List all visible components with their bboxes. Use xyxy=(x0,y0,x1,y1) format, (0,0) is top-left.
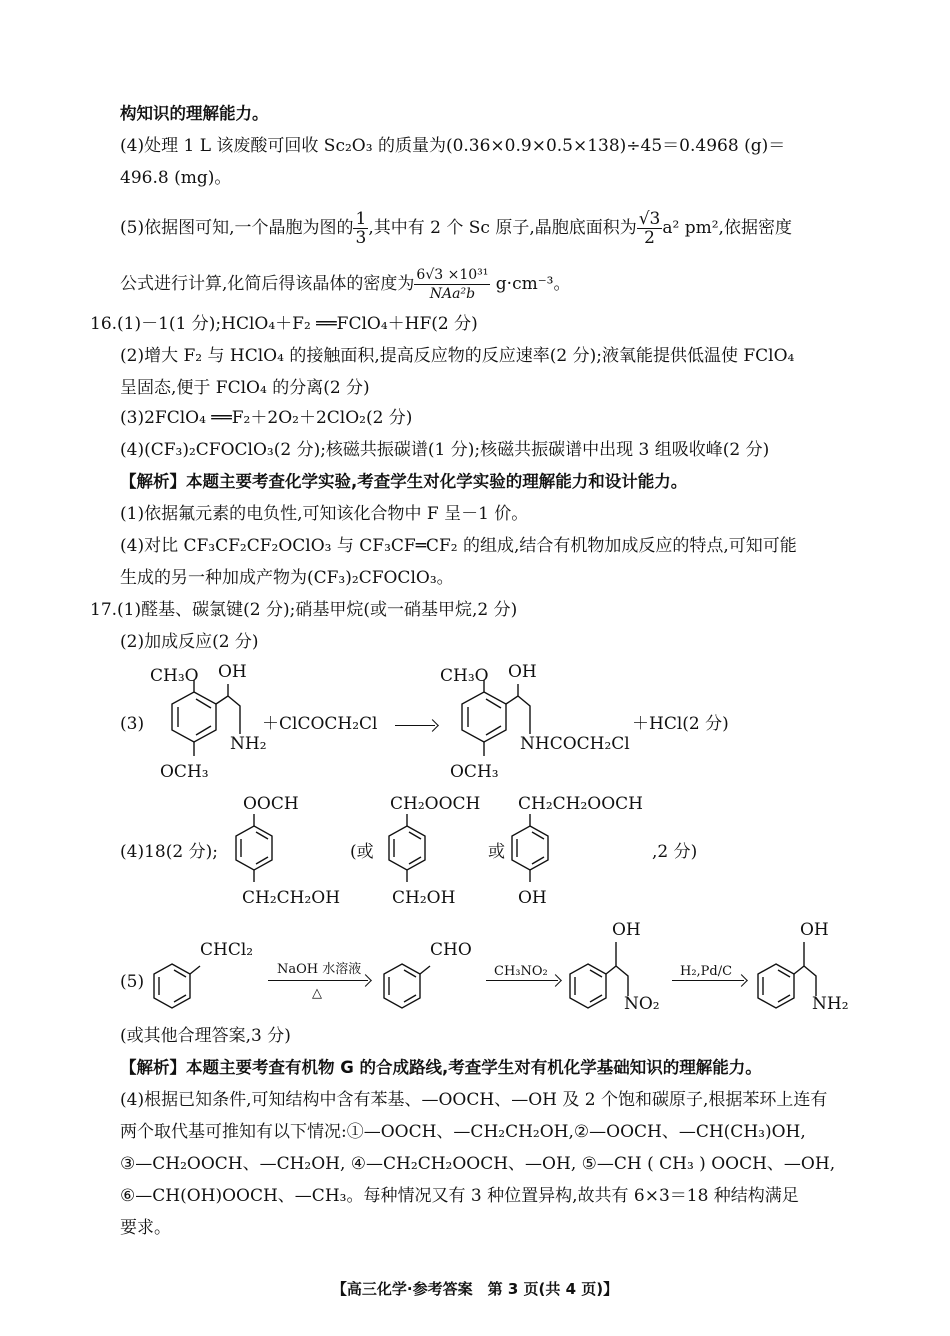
substituent-label: CHO xyxy=(430,940,472,960)
reaction-arrow xyxy=(672,980,744,981)
benzene-ring-icon xyxy=(508,818,568,888)
text-line: (4)对比 CF₃CF₂CF₂OClO₃ 与 CF₃CF═CF₂ 的组成,结合有机物加成反应的特点,可知可能 xyxy=(120,536,797,556)
benzene-ring-icon xyxy=(385,818,445,888)
text-segment: a² pm²,依据密度 xyxy=(662,218,792,238)
substituent-label: CH₂OH xyxy=(392,888,456,908)
reaction-arrow xyxy=(268,980,368,981)
substituent-label: CH₂CH₂OOCH xyxy=(518,794,644,814)
substituent-label: OCH₃ xyxy=(160,762,209,782)
substituent-label: NO₂ xyxy=(624,994,660,1014)
text-line: (2)增大 F₂ 与 HClO₄ 的接触面积,提高反应物的反应速率(2 分);液氧能提供低温使 FClO₄ xyxy=(120,346,795,366)
text-line: ③—CH₂OOCH、—CH₂OH, ④—CH₂CH₂OOCH、—OH, ⑤—CH ( CH₃ ) OOCH、—OH, xyxy=(120,1154,836,1174)
substituent-label: NHCOCH₂Cl xyxy=(520,734,630,754)
benzene-ring-icon xyxy=(168,684,248,774)
text-line: 16.(1)－1(1 分);HClO₄＋F₂ ══FClO₄＋HF(2 分) xyxy=(90,314,478,334)
substituent-label: OH xyxy=(218,662,247,682)
text-line: 两个取代基可推知有以下情况:①—OOCH、—CH₂CH₂OH,②—OOCH、—CH(CH₃)OH, xyxy=(120,1122,806,1142)
substituent-label: OH xyxy=(518,888,547,908)
substituent-label: OOCH xyxy=(243,794,299,814)
benzene-ring-icon xyxy=(380,956,440,1016)
text-line: 要求。 xyxy=(120,1218,171,1238)
text-line: (4)根据已知条件,可知结构中含有苯基、—OOCH、—OH 及 2 个饱和碳原子,根据苯环上连有 xyxy=(120,1090,828,1110)
text-line: 呈固态,便于 FClO₄ 的分离(2 分) xyxy=(120,378,370,398)
score: ,2 分) xyxy=(652,842,698,862)
fraction-density: $\frac{\text{6√3 ×10³¹}}{\text{NAa²b}}$ xyxy=(416,267,489,302)
q5-label: (5) xyxy=(120,972,145,992)
text-line: (1)依据氟元素的电负性,可知该化合物中 F 呈－1 价。 xyxy=(120,504,529,524)
substituent-label: CH₃O xyxy=(150,666,199,686)
substituent-label: OH xyxy=(508,662,537,682)
text-segment: (5)依据图可知,一个晶胞为图的 xyxy=(120,218,354,238)
condition-label: NaOH 水溶液 xyxy=(277,962,362,977)
reaction-arrow xyxy=(395,725,435,726)
substituent-label: OH xyxy=(800,920,829,940)
condition-label: △ xyxy=(312,986,322,1001)
substituent-label: CH₂OOCH xyxy=(390,794,481,814)
text-line-density xyxy=(120,266,571,303)
substituent-label: NH₂ xyxy=(812,994,849,1014)
text-line: (4)处理 1 L 该废酸可回收 Sc₂O₃ 的质量为(0.36×0.9×0.5×138)÷45＝0.4968 (g)＝ xyxy=(120,136,786,156)
fraction-one-third: $\frac{1}{3}$ xyxy=(355,209,367,248)
text-line: (2)加成反应(2 分) xyxy=(120,632,259,652)
benzene-ring-icon xyxy=(232,818,292,888)
reaction-arrow xyxy=(486,980,558,981)
product-hcl: ＋HCl(2 分) xyxy=(632,714,729,734)
q3-label: (3) xyxy=(120,714,145,734)
page-footer: 【高三化学·参考答案 第 3 页(共 4 页)】 xyxy=(331,1280,619,1298)
text-line: (3)2FClO₄ ══F₂＋2O₂＋2ClO₂(2 分) xyxy=(120,408,413,428)
substituent-label: CH₂CH₂OH xyxy=(242,888,341,908)
text-segment: 公式进行计算,化简后得该晶体的密度为 xyxy=(120,274,415,294)
substituent-label: NH₂ xyxy=(230,734,267,754)
text-line: (4)(CF₃)₂CFOClO₃(2 分);核磁共振碳谱(1 分);核磁共振碳谱中出现 3 组吸收峰(2 分) xyxy=(120,440,770,460)
benzene-ring-icon xyxy=(458,684,538,774)
text-line-q5 xyxy=(120,210,792,247)
text-line: 496.8 (mg)。 xyxy=(120,168,232,188)
text-line: 构知识的理解能力。 xyxy=(120,104,269,123)
analysis-heading: 【解析】本题主要考查有机物 G 的合成路线,考查学生对有机化学基础知识的理解能力。 xyxy=(120,1058,762,1077)
or-label: 或 xyxy=(488,842,505,862)
substituent-label: CH₃O xyxy=(440,666,489,686)
analysis-heading: 【解析】本题主要考查化学实验,考查学生对化学实验的理解能力和设计能力。 xyxy=(120,472,688,491)
q4-label: (4)18(2 分); xyxy=(120,842,218,862)
reagent: ＋ClCOCH₂Cl xyxy=(262,714,378,734)
benzene-ring-icon xyxy=(150,956,210,1016)
substituent-label: CHCl₂ xyxy=(200,940,254,960)
text-segment: g·cm⁻³。 xyxy=(490,274,571,294)
substituent-label: OCH₃ xyxy=(450,762,499,782)
text-segment: ,其中有 2 个 Sc 原子,晶胞底面积为 xyxy=(368,218,637,238)
fraction-sqrt3-over-2: $\frac{√3}{2}$ xyxy=(638,209,661,248)
text-line: ⑥—CH(OH)OOCH、—CH₃。每种情况又有 3 种位置异构,故共有 6×3＝18 种结构满足 xyxy=(120,1186,799,1206)
condition-label: CH₃NO₂ xyxy=(494,964,548,979)
condition-label: H₂,Pd/C xyxy=(680,964,733,979)
text-line: (或其他合理答案,3 分) xyxy=(120,1026,291,1046)
text-line: 17.(1)醛基、碳氯键(2 分);硝基甲烷(或一硝基甲烷,2 分) xyxy=(90,600,518,620)
substituent-label: OH xyxy=(612,920,641,940)
or-label: (或 xyxy=(350,842,374,862)
text-line: 生成的另一种加成产物为(CF₃)₂CFOClO₃。 xyxy=(120,568,454,588)
